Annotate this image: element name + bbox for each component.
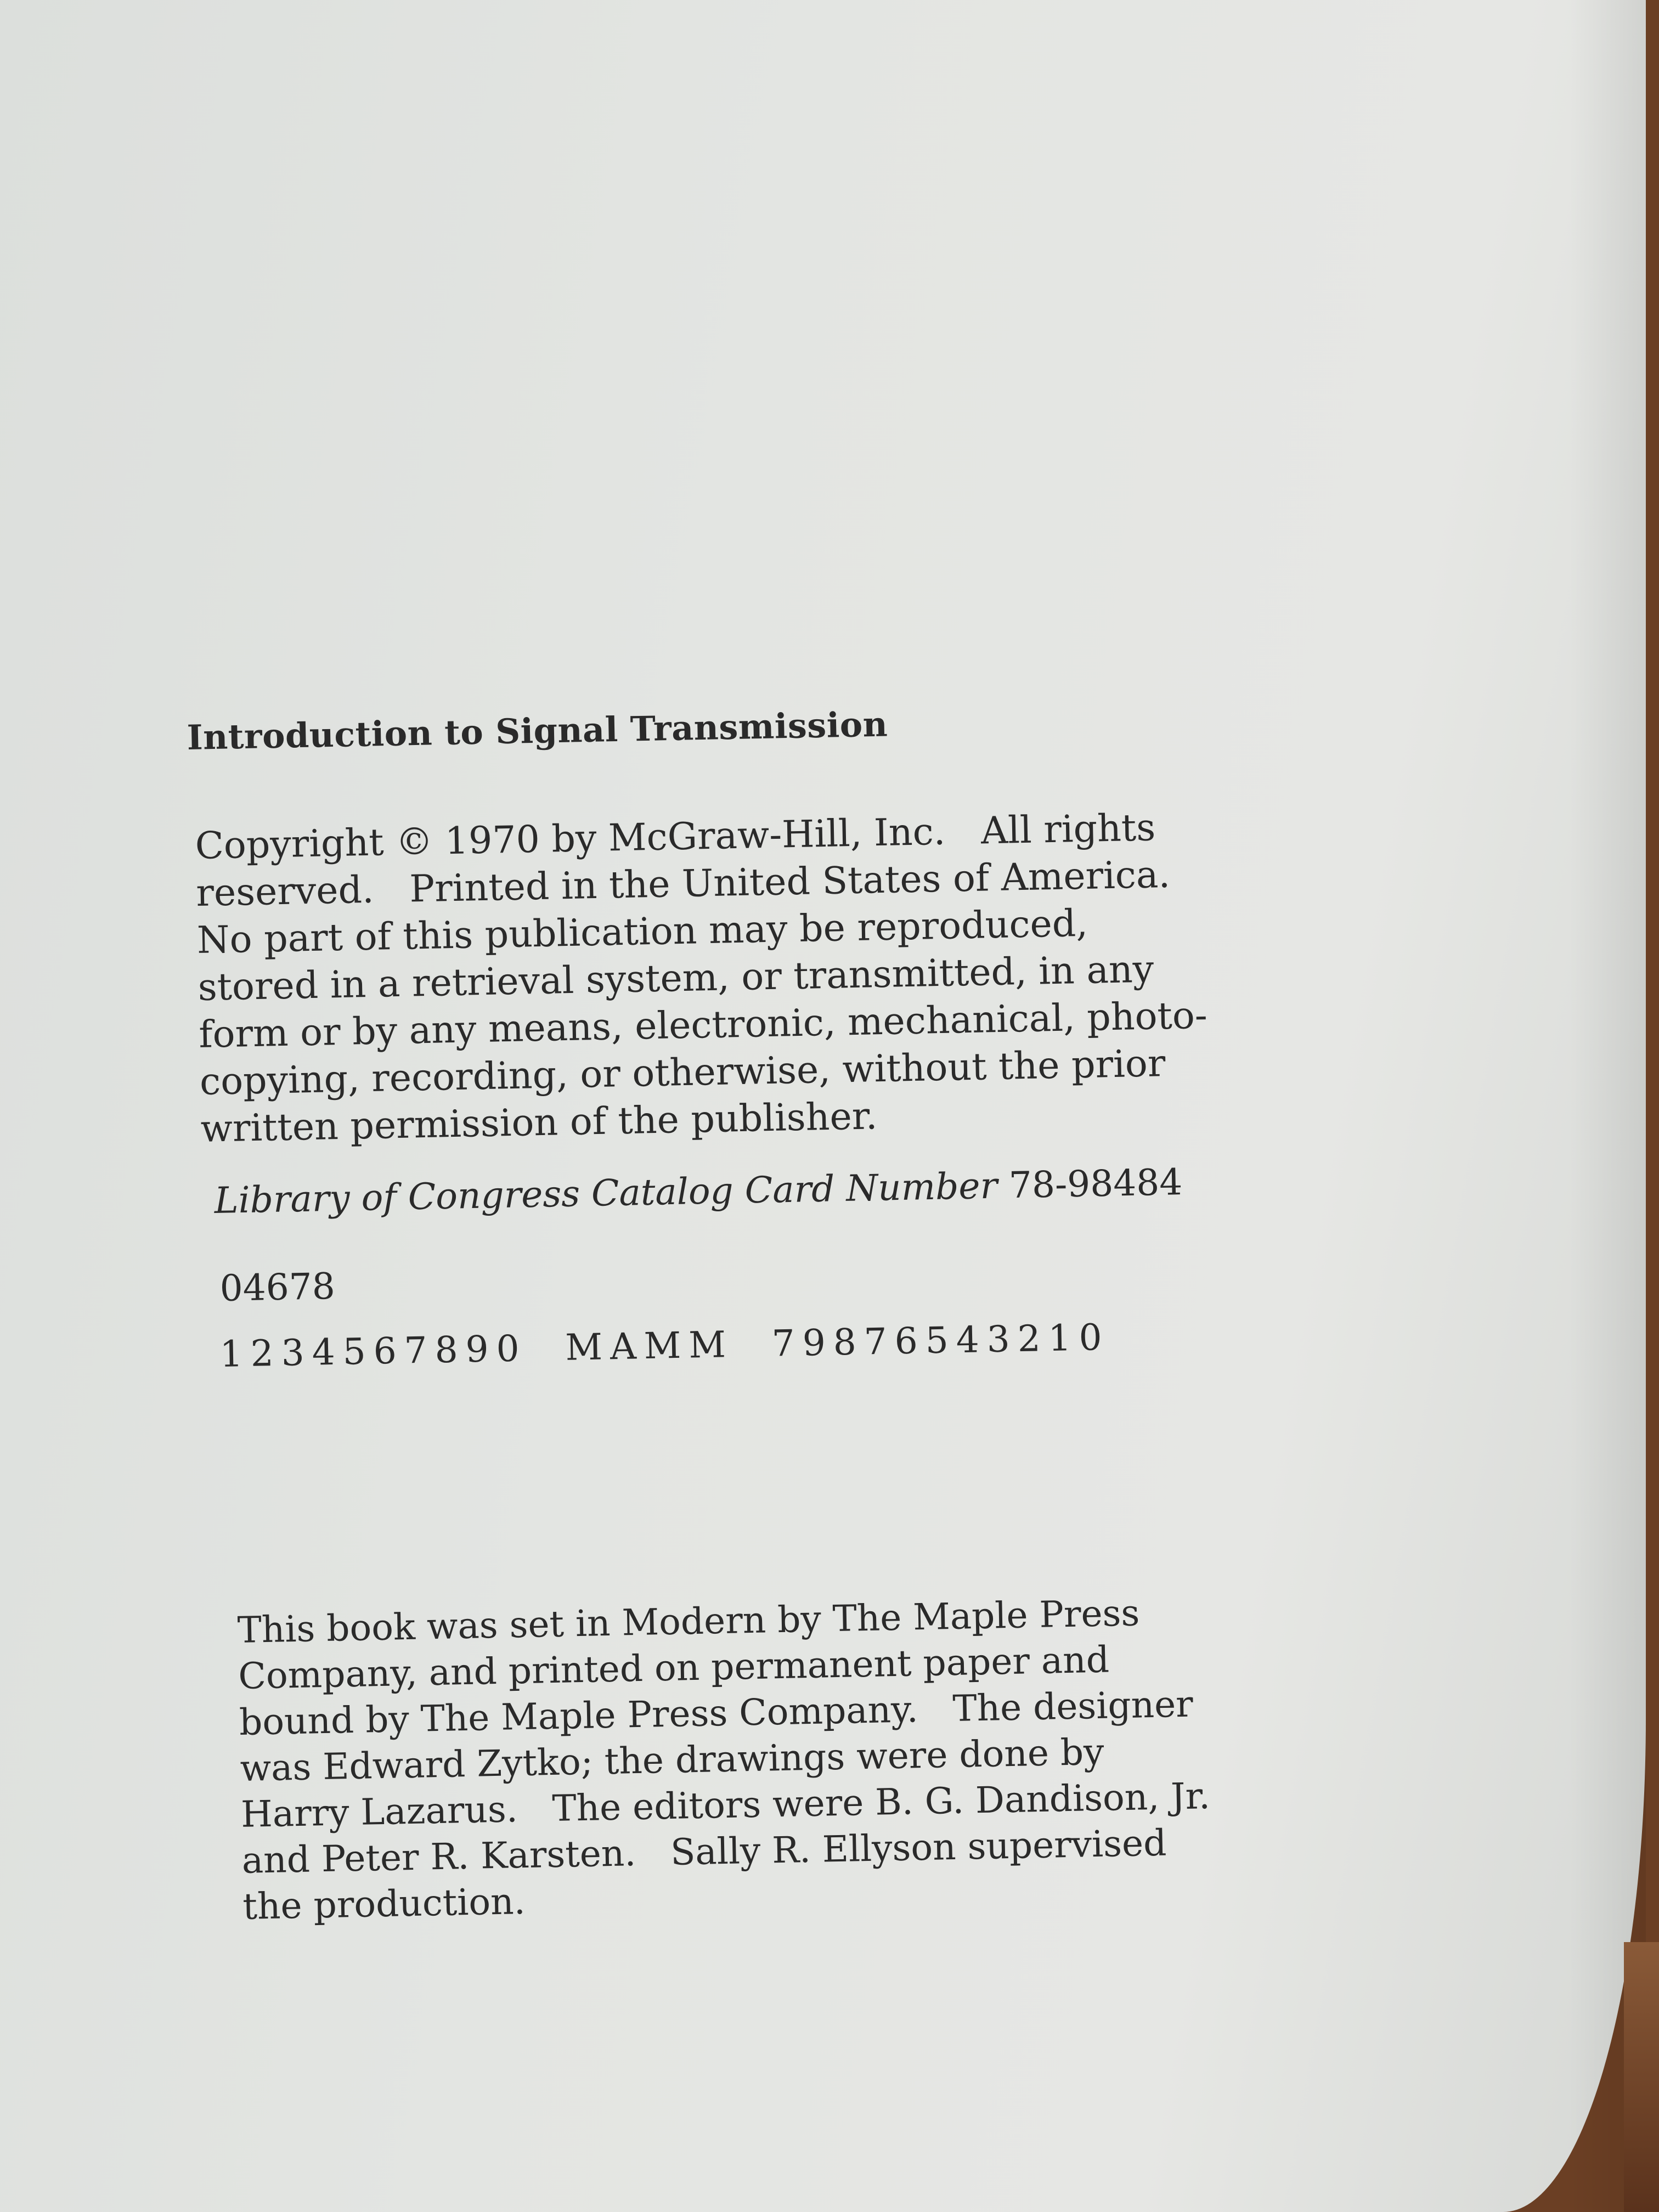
library-of-congress-line: [214, 1161, 1183, 1222]
code-number: 04678: [219, 1265, 336, 1310]
lccn-number: 78-98484: [1008, 1161, 1183, 1207]
copyright-line: reserved. Printed in the United States of America.: [195, 853, 1171, 915]
copyright-line: written permission of the publisher.: [200, 1094, 878, 1151]
book-title: Introduction to Signal Transmission: [187, 704, 888, 758]
copyright-line: Copyright © 1970 by McGraw-Hill, Inc. All rights: [195, 806, 1156, 868]
colophon-line: bound by The Maple Press Company. The designer: [239, 1683, 1194, 1743]
colophon-line: the production.: [242, 1880, 526, 1928]
colophon-line: Harry Lazarus. The editors were B. G. Dandison, Jr.: [240, 1775, 1211, 1836]
colophon-line: and Peter R. Karsten. Sally R. Ellyson supervised: [241, 1821, 1167, 1882]
colophon-line: was Edward Zytko; the drawings were done by: [239, 1730, 1105, 1790]
lccn-label: Library of Congress Catalog Card Number: [214, 1164, 998, 1222]
colophon-line: Company, and printed on permanent paper and: [238, 1638, 1110, 1697]
colophon: [237, 1589, 1212, 1930]
colophon-line: This book was set in Modern by The Maple Press: [237, 1592, 1140, 1651]
copyright-notice: [195, 804, 1210, 1153]
page-shadow: [1569, 0, 1646, 2212]
copyright-line: No part of this publication may be reproduced,: [196, 901, 1088, 962]
copyright-line: copying, recording, or otherwise, without the prior: [199, 1042, 1166, 1104]
table-surface: [1624, 1942, 1659, 2212]
copyright-line: stored in a retrieval system, or transmitted, in any: [198, 947, 1154, 1009]
copyright-line: form or by any means, electronic, mechanical, photo-: [198, 994, 1208, 1057]
print-line: 1234567890 MAMM 79876543210: [219, 1316, 1110, 1375]
